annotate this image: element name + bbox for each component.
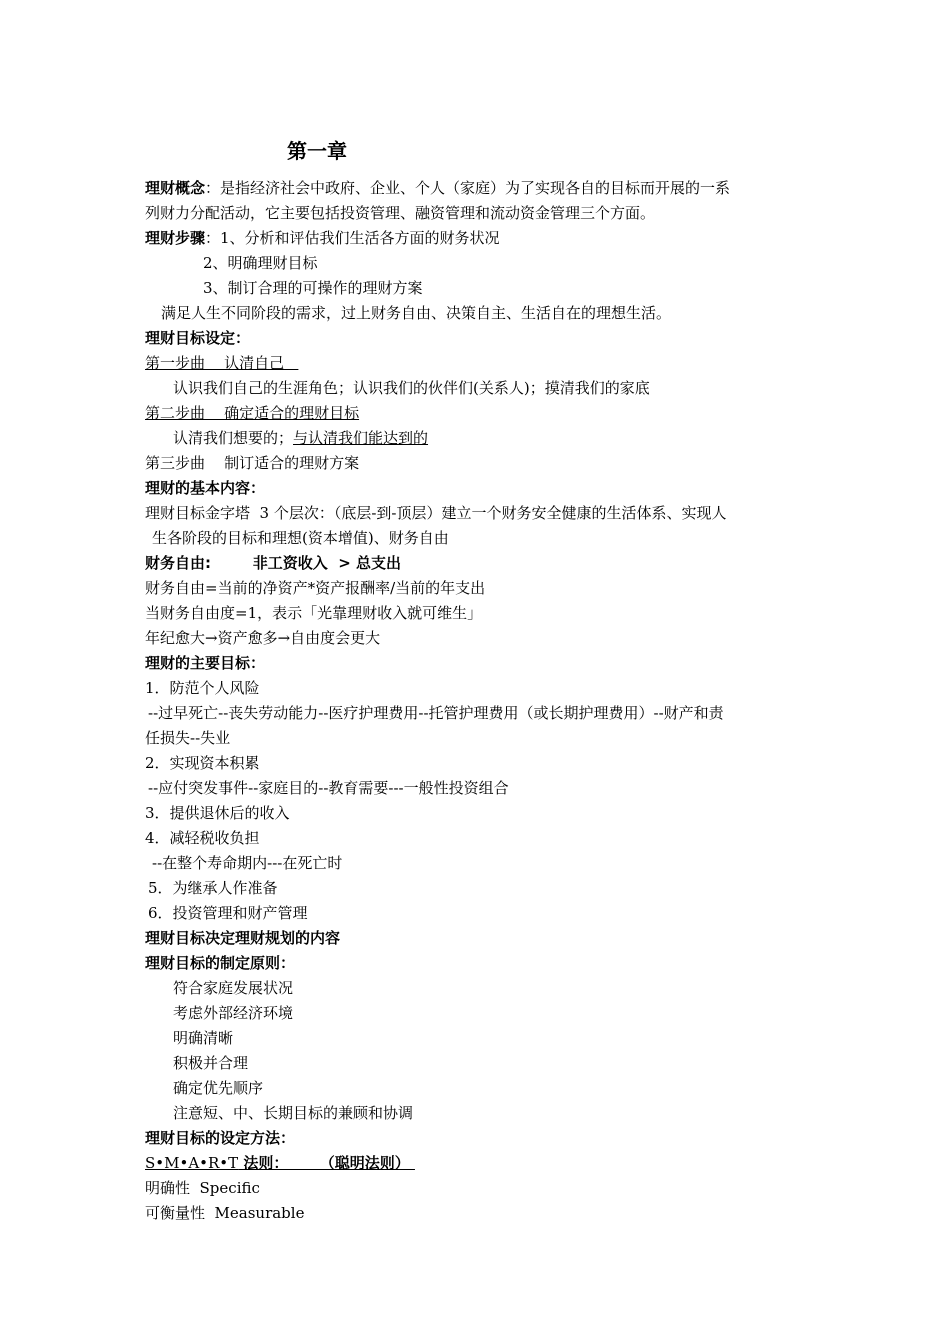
document-body	[145, 176, 810, 1226]
freedom-degree-text: 当财务自由度=1，表示「光靠理财收入就可维生」	[145, 604, 483, 622]
freedom-age	[145, 626, 810, 651]
pyramid-text-1: 理财目标金字塔 3 个层次：（底层-到-顶层）建立一个财务安全健康的生活体系、实现人	[145, 504, 727, 522]
goal-1-detail-2	[145, 726, 810, 751]
step-one-line	[145, 351, 810, 376]
concept-line-2	[145, 201, 810, 226]
concept-line-1	[145, 176, 810, 201]
principle-2-text: 考虑外部经济环境	[173, 1004, 294, 1022]
goal-determines-heading	[145, 926, 810, 951]
principle-1	[145, 976, 810, 1001]
principle-3-text: 明确清晰	[173, 1029, 234, 1047]
goal-1-detail-2-text: 任损失--失业	[145, 729, 231, 747]
steps-line-3	[145, 276, 810, 301]
pyramid-line-2	[145, 526, 810, 551]
goal-3-text: 3．提供退休后的收入	[145, 804, 290, 822]
principle-3	[145, 1026, 810, 1051]
steps-text-3: 3、制订合理的可操作的理财方案	[203, 279, 423, 297]
goal-4-detail-text: --在整个寿命期内---在死亡时	[152, 854, 343, 872]
goal-5	[145, 876, 810, 901]
goal-determines-text: 理财目标决定理财规划的内容	[145, 929, 341, 947]
freedom-degree	[145, 601, 810, 626]
freedom-formula	[145, 576, 810, 601]
goal-2-detail	[145, 776, 810, 801]
basic-content-heading-text: 理财的基本内容：	[145, 479, 266, 497]
financial-freedom-text: : 非工资收入 > 总支出	[205, 554, 402, 572]
step-two-detail-b: 与认清我们能达到的	[293, 429, 429, 447]
steps-text-2: 2、明确理财目标	[203, 254, 318, 272]
step-two-detail-a: 认清我们想要的；	[173, 429, 294, 447]
goal-setting-heading	[145, 326, 810, 351]
goal-6	[145, 901, 810, 926]
smart-measurable-text: 可衡量性 Measurable	[145, 1204, 305, 1222]
goal-1-detail-1-text: --过早死亡--丧失劳动能力--医疗护理费用--托管护理费用（或长期护理费用）--财产和责	[148, 704, 724, 722]
step-one-detail	[145, 376, 810, 401]
goal-2	[145, 751, 810, 776]
methods-heading-text: 理财目标的设定方法：	[145, 1129, 296, 1147]
smart-acronym: S•M•A•R•T	[145, 1154, 239, 1172]
financial-freedom-line	[145, 551, 810, 576]
principle-6-text: 注意短、中、长期目标的兼顾和协调	[173, 1104, 414, 1122]
goal-1	[145, 676, 810, 701]
principle-1-text: 符合家庭发展状况	[173, 979, 294, 997]
smart-rule-text: 法则： （聪明法则）	[238, 1154, 415, 1172]
chapter-title: 第一章	[287, 139, 347, 163]
step-two-detail	[145, 426, 810, 451]
pyramid-line-1	[145, 501, 810, 526]
step-one-text: 第一步曲 认清自己	[145, 354, 299, 372]
steps-text-1: ：1、分析和评估我们生活各方面的财务状况	[205, 229, 500, 247]
pyramid-text-2: 生各阶段的目标和理想(资本增值)、财务自由	[152, 529, 449, 547]
principle-4-text: 积极并合理	[173, 1054, 249, 1072]
goal-1-text: 1．防范个人风险	[145, 679, 260, 697]
goal-2-detail-text: --应付突发事件--家庭目的--教育需要---一般性投资组合	[148, 779, 509, 797]
freedom-formula-text: 财务自由=当前的净资产*资产报酬率/当前的年支出	[145, 579, 486, 597]
goal-1-detail-1	[145, 701, 810, 726]
principles-heading-text: 理财目标的制定原则：	[145, 954, 296, 972]
step-one-detail-text: 认识我们自己的生涯角色；认识我们的伙伴们(关系人)；摸清我们的家底	[173, 379, 650, 397]
steps-line-1	[145, 226, 810, 251]
freedom-age-text: 年纪愈大→资产愈多→自由度会更大	[145, 629, 381, 647]
goal-4	[145, 826, 810, 851]
goal-statement	[145, 301, 810, 326]
main-goals-heading	[145, 651, 810, 676]
principle-5	[145, 1076, 810, 1101]
step-two-line	[145, 401, 810, 426]
goal-4-detail	[145, 851, 810, 876]
steps-line-2	[145, 251, 810, 276]
step-three-line	[145, 451, 810, 476]
smart-specific	[145, 1176, 810, 1201]
concept-text-1: ：是指经济社会中政府、企业、个人（家庭）为了实现各自的目标而开展的一系	[205, 179, 731, 197]
goal-2-text: 2．实现资本积累	[145, 754, 260, 772]
principle-4	[145, 1051, 810, 1076]
steps-label: 理财步骤	[145, 229, 206, 247]
main-goals-heading-text: 理财的主要目标：	[145, 654, 266, 672]
principle-2	[145, 1001, 810, 1026]
smart-rule-line	[145, 1151, 810, 1176]
principles-heading	[145, 951, 810, 976]
methods-heading	[145, 1126, 810, 1151]
concept-text-2: 列财力分配活动，它主要包括投资管理、融资管理和流动资金管理三个方面。	[145, 204, 656, 222]
smart-measurable	[145, 1201, 810, 1226]
goal-setting-heading-text: 理财目标设定：	[145, 329, 251, 347]
basic-content-heading	[145, 476, 810, 501]
goal-3	[145, 801, 810, 826]
step-two-text: 第二步曲 确定适合的理财目标	[145, 404, 360, 422]
smart-specific-text: 明确性 Specific	[145, 1179, 260, 1197]
goal-4-text: 4．减轻税收负担	[145, 829, 260, 847]
principle-6	[145, 1101, 810, 1126]
concept-label: 理财概念	[145, 179, 206, 197]
step-three-text: 第三步曲 制订适合的理财方案	[145, 454, 360, 472]
goal-6-text: 6．投资管理和财产管理	[148, 904, 308, 922]
financial-freedom-label: 财务自由	[145, 554, 206, 572]
goal-statement-text: 满足人生不同阶段的需求，过上财务自由、决策自主、生活自在的理想生活。	[161, 304, 672, 322]
principle-5-text: 确定优先顺序	[173, 1079, 264, 1097]
goal-5-text: 5．为继承人作准备	[148, 879, 278, 897]
